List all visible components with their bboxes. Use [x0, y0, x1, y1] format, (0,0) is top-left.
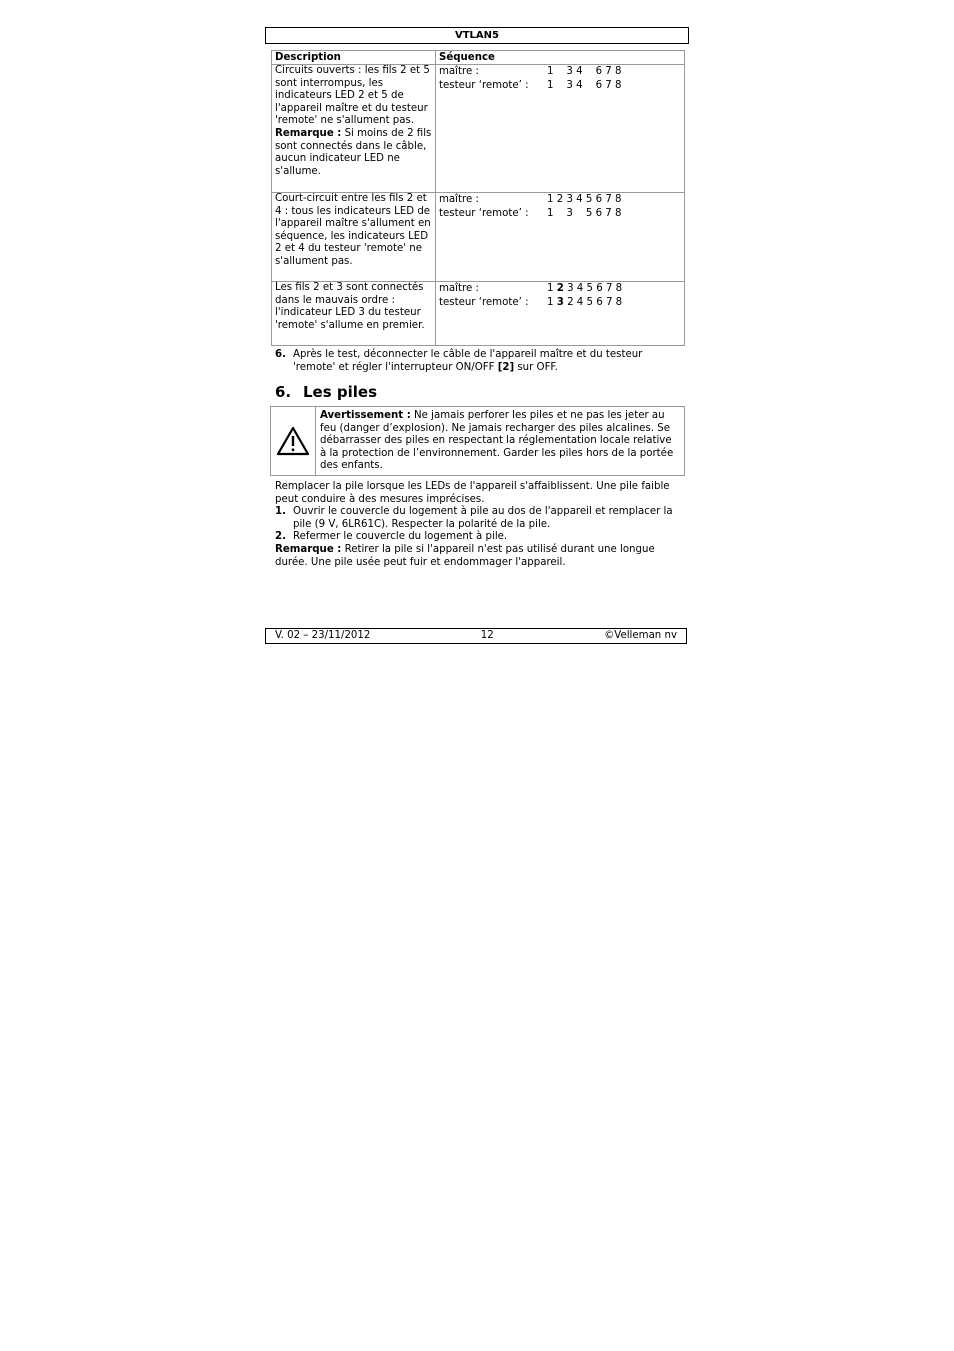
master-digits: 1 3 4 6 7 8	[547, 66, 622, 77]
remote-label: testeur ‘remote’ :	[439, 296, 529, 308]
remark-label: Remarque :	[275, 544, 342, 555]
intro-paragraph: Remplacer la pile lorsque les LEDs de l'appareil s'affaiblissent. Une pile faible peut conduire à des mesures imprécises.	[275, 481, 670, 505]
master-digit-highlight: 2	[556, 283, 564, 294]
table-header-row	[272, 51, 685, 65]
step-number: 6.	[275, 349, 286, 360]
remote-digits-post: 2 4 5 6 7 8	[563, 296, 623, 308]
footer-copyright: ©Velleman nv	[604, 629, 677, 641]
remote-sequence	[439, 207, 681, 221]
master-label: maître :	[439, 66, 479, 77]
remark-text: Retirer la pile si l'appareil n'est pas utilisé durant une longue durée. Une pile usée peut fuir et endommager l'appareil.	[275, 544, 655, 568]
sequence-cell	[436, 65, 685, 193]
section-title: Les piles	[303, 383, 378, 401]
master-digits-post: 3 4 5 6 7 8	[563, 283, 623, 294]
master-sequence	[439, 65, 681, 79]
remote-label: testeur ‘remote’ :	[439, 79, 529, 91]
step-6	[275, 349, 687, 374]
remote-digits	[547, 296, 622, 310]
remote-sequence	[439, 79, 681, 93]
warning-label: Avertissement :	[320, 410, 411, 421]
description-text: Circuits ouverts : les fils 2 et 5 sont interrompus, les indicateurs LED 2 et 5 de l'appareil maître et du testeur 'remote' ne s'allument pas.	[275, 65, 430, 127]
sequence-table	[271, 50, 685, 346]
master-digits-pre: 1	[547, 283, 557, 294]
step-text-b: sur OFF.	[514, 361, 558, 373]
sequence-cell	[436, 193, 685, 282]
footer-version: V. 02 – 23/11/2012	[275, 629, 371, 641]
master-sequence	[439, 193, 681, 207]
warning-body: Ne jamais perforer les piles et ne pas les jeter au feu (danger d’explosion). Ne jamais recharger des piles alcalines. Se débarrasser des piles en respectant la réglementation locale relative à la protection de l’environnement. Garder les piles hors de la portée des enfants.	[320, 410, 674, 472]
section-heading	[275, 383, 377, 401]
master-digits: 1 2 3 4 5 6 7 8	[547, 194, 622, 205]
remote-digit-highlight: 3	[556, 296, 564, 308]
remark-paragraph	[275, 544, 687, 569]
sequence-cell	[436, 282, 685, 346]
warning-box	[270, 406, 685, 476]
description-cell	[272, 65, 436, 193]
remark-label: Remarque :	[275, 127, 342, 139]
remote-digits: 1 3 5 6 7 8	[547, 207, 622, 219]
column-header-sequence: Séquence	[436, 51, 685, 65]
step-2	[275, 531, 687, 544]
warning-text	[316, 407, 684, 475]
description-text: Les fils 2 et 3 sont connectés dans le mauvais ordre : l'indicateur LED 3 du testeur 'remote' s'allume en premier.	[275, 282, 425, 331]
master-digits	[547, 282, 622, 296]
step-text-a: Après le test, déconnecter le câble de l'appareil maître et du testeur 'remote' et régler l'interrupteur ON/OFF	[293, 349, 643, 373]
remote-digits-pre: 1	[547, 296, 557, 308]
table-row	[272, 282, 685, 346]
remark-text: Si moins de 2 fils sont connectés dans le câble, aucun indicateur LED ne s'allume.	[275, 127, 432, 177]
master-label: maître :	[439, 194, 479, 205]
step-text: Refermer le couvercle du logement à pile.	[293, 531, 508, 542]
step-number: 2.	[275, 531, 286, 542]
section-number: 6.	[275, 383, 292, 401]
warning-triangle-icon	[276, 426, 310, 456]
description-cell	[272, 193, 436, 282]
description-text: Court-circuit entre les fils 2 et 4 : tous les indicateurs LED de l'appareil maître s'allument en séquence, les indicateurs LED 2 et 4 du testeur 'remote' ne s'allument pas.	[275, 193, 431, 267]
master-label: maître :	[439, 283, 479, 294]
remote-label: testeur ‘remote’ :	[439, 207, 529, 219]
switch-reference: [2]	[497, 361, 515, 373]
remote-digits: 1 3 4 6 7 8	[547, 79, 622, 91]
step-text	[293, 349, 687, 374]
master-sequence	[439, 282, 681, 296]
remote-sequence	[439, 296, 681, 310]
step-text: Ouvrir le couvercle du logement à pile au dos de l'appareil et remplacer la pile (9 V, 6LR61C). Respecter la polarité de la pile.	[293, 506, 673, 530]
description-cell	[272, 282, 436, 346]
warning-icon-cell	[271, 407, 316, 475]
table-row	[272, 65, 685, 193]
column-header-description: Description	[272, 51, 436, 65]
table-row	[272, 193, 685, 282]
page-footer	[265, 628, 687, 644]
step-1	[275, 506, 687, 531]
page-header-model: VTLAN5	[265, 27, 689, 44]
footer-page-number: 12	[480, 629, 494, 641]
step-number: 1.	[275, 506, 286, 517]
